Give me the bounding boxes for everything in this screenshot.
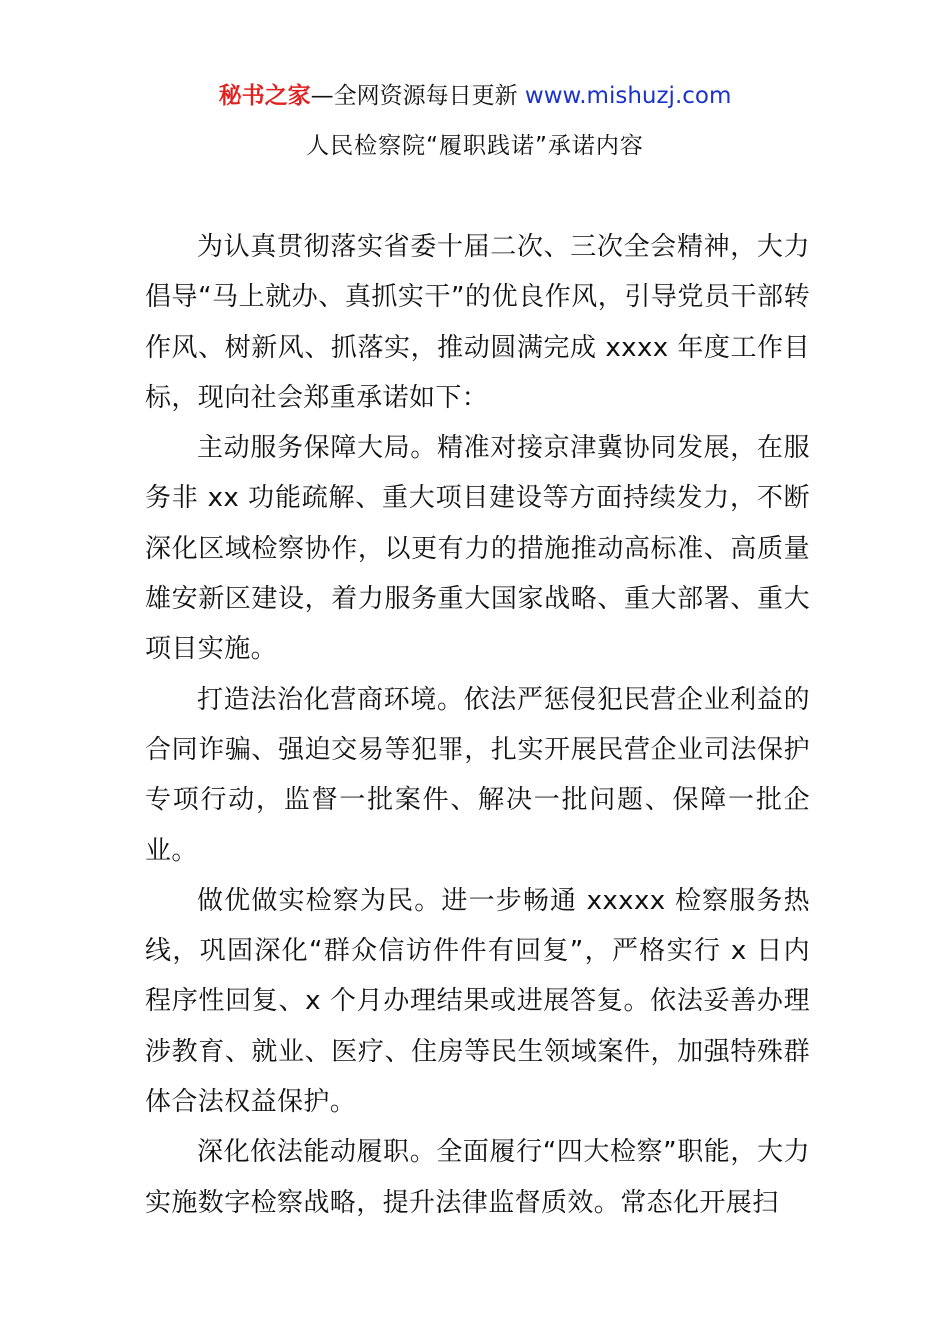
site-banner	[0, 80, 950, 112]
paragraph-business-environment: 打造法治化营商环境。依法严惩侵犯民营企业利益的合同诈骗、强迫交易等犯罪，扎实开展民营企业司法保护专项行动，监督一批案件、解决一批问题、保障一批企业。	[145, 684, 810, 866]
brand-url-link[interactable]: www.mishuzj.com	[524, 83, 732, 109]
paragraph-intro: 为认真贯彻落实省委十届二次、三次全会精神，大力倡导“马上就办、真抓实干”的优良作风，引导党员干部转作风、树新风、抓落实，推动圆满完成 xxxx 年度工作目标，现向社会郑重承诺如下：	[145, 232, 810, 413]
paragraph-service-overall: 主动服务保障大局。精准对接京津冀协同发展，在服务非 xx 功能疏解、重大项目建设等方面持续发力，不断深化区域检察协作，以更有力的措施推动高标准、高质量雄安新区建设，着力服务重大国家战略、重大部署、重大项目实施。	[145, 433, 810, 665]
paragraph-active-duty: 深化依法能动履职。全面履行“四大检察”职能，大力实施数字检察战略，提升法律监督质效。常态化开展扫	[145, 1137, 810, 1218]
brand-tagline: —全网资源每日更新	[310, 83, 525, 109]
paragraph-serve-people: 做优做实检察为民。进一步畅通 xxxxx 检察服务热线，巩固深化“群众信访件件有回复”，严格实行 x 日内程序性回复、x 个月办理结果或进展答复。依法妥善办理涉教育、就业、医疗、住房等民生领域案件，加强特殊群体合法权益保护。	[145, 885, 810, 1118]
brand-name: 秘书之家	[218, 83, 311, 109]
document-title: 人民检察院“履职践诺”承诺内容	[306, 133, 644, 159]
document-body	[145, 222, 810, 1228]
